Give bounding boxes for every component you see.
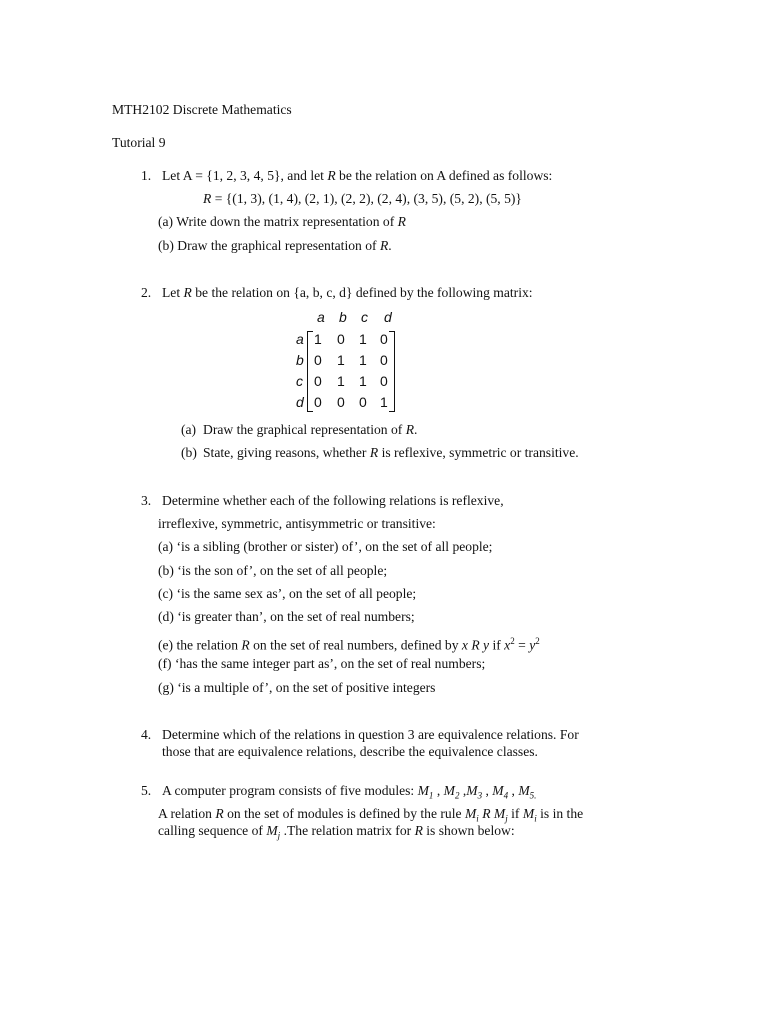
q1-relation-set: R = {(1, 3), (1, 4), (2, 1), (2, 2), (2, 4), (3, 5), (5, 2), (5, 5)} — [203, 191, 522, 206]
q3-line1: Determine whether each of the following relations is reflexive, — [162, 493, 504, 508]
q5-number: 5. — [141, 783, 152, 798]
matrix-cell: 0 — [380, 352, 388, 368]
matrix-cell: 0 — [314, 352, 322, 368]
matrix-cell: 1 — [337, 352, 345, 368]
matrix-cell: 1 — [359, 331, 367, 347]
matrix-cell: 0 — [337, 331, 345, 347]
q2-part-b-label: (b) — [181, 445, 197, 460]
matrix-cell: 0 — [380, 331, 388, 347]
q1-part-a: (a) Write down the matrix representation of R — [158, 214, 406, 229]
q3-part-b: (b) ‘is the son of’, on the set of all people; — [158, 563, 388, 578]
q3-part-c: (c) ‘is the same sex as’, on the set of all people; — [158, 586, 417, 601]
matrix-right-bracket — [389, 331, 395, 412]
matrix-cell: 0 — [359, 394, 367, 410]
q3-part-e: (e) the relation R on the set of real numbers, defined by x R y if $x^2 = y^2$ — [158, 636, 540, 653]
matrix-row-label: b — [296, 352, 304, 368]
matrix-cell: 1 — [359, 352, 367, 368]
q4-line2: those that are equivalence relations, describe the equivalence classes. — [162, 744, 538, 759]
q3-line2: irreflexive, symmetric, antisymmetric or transitive: — [158, 516, 436, 531]
course-title: MTH2102 Discrete Mathematics — [112, 102, 292, 117]
q3-part-a: (a) ‘is a sibling (brother or sister) of’, on the set of all people; — [158, 539, 493, 554]
matrix-col-label: c — [361, 309, 368, 325]
q1-intro: Let A = {1, 2, 3, 4, 5}, and let R be the relation on A defined as follows: — [162, 168, 553, 183]
matrix-cell: 0 — [314, 373, 322, 389]
q5-intro: A computer program consists of five modules: $M_1$ , $M_2$ $,M_3$ , $M_4$ , $M_{5.}$ — [162, 783, 537, 801]
q1-number: 1. — [141, 168, 152, 183]
q4-number: 4. — [141, 727, 152, 742]
matrix-cell: 1 — [337, 373, 345, 389]
q2-intro: Let R be the relation on {a, b, c, d} defined by the following matrix: — [162, 285, 533, 300]
q3-part-f: (f) ‘has the same integer part as’, on the set of real numbers; — [158, 656, 486, 671]
matrix-cell: 1 — [314, 331, 322, 347]
q1-part-b: (b) Draw the graphical representation of R. — [158, 238, 392, 253]
q5-line2: A relation R on the set of modules is defined by the rule $M_i$ R $M_j$ if $M_i$ is in the — [158, 806, 584, 824]
matrix-col-label: a — [317, 309, 325, 325]
q3-part-g: (g) ‘is a multiple of’, on the set of positive integers — [158, 680, 436, 695]
q2-part-a-label: (a) — [181, 422, 197, 437]
q2-part-a: Draw the graphical representation of R. — [203, 422, 418, 437]
matrix-row-label: a — [296, 331, 304, 347]
q3-part-d: (d) ‘is greater than’, on the set of real numbers; — [158, 609, 415, 624]
matrix-cell: 1 — [380, 394, 388, 410]
matrix-cell: 0 — [337, 394, 345, 410]
matrix-cell: 0 — [380, 373, 388, 389]
matrix-row-label: d — [296, 394, 304, 410]
matrix-col-label: b — [339, 309, 347, 325]
q4-line1: Determine which of the relations in question 3 are equivalence relations. For — [162, 727, 579, 742]
tutorial-title: Tutorial 9 — [112, 135, 166, 150]
q2-number: 2. — [141, 285, 152, 300]
q2-part-b: State, giving reasons, whether R is reflexive, symmetric or transitive. — [203, 445, 579, 460]
matrix-cell: 0 — [314, 394, 322, 410]
matrix-row-label: c — [296, 373, 303, 389]
matrix-left-bracket — [307, 331, 313, 412]
q5-line3: calling sequence of $M_j$ .The relation matrix for R is shown below: — [158, 823, 515, 841]
q3-number: 3. — [141, 493, 152, 508]
matrix-cell: 1 — [359, 373, 367, 389]
matrix-col-label: d — [384, 309, 392, 325]
